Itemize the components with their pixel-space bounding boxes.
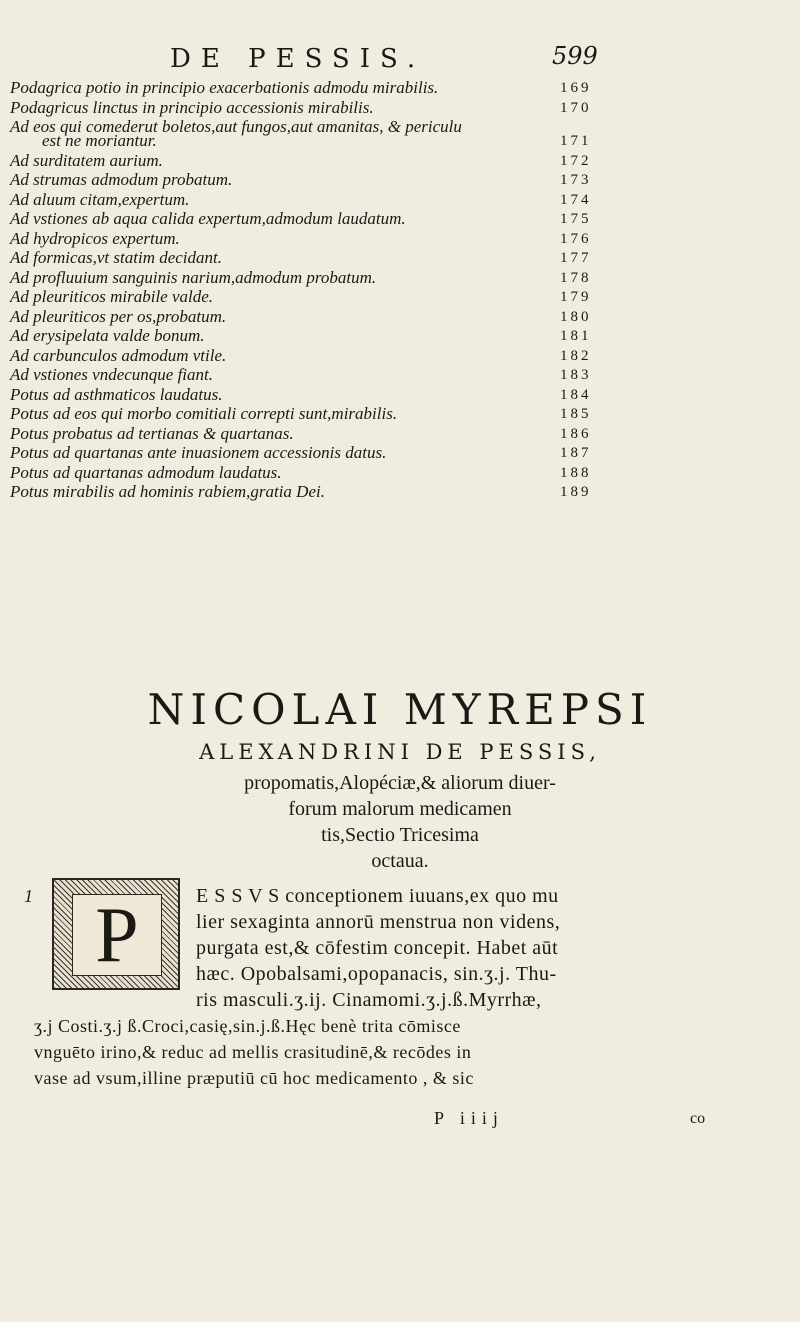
index-entry [0, 307, 800, 327]
subtitle-line: forum malorum medicamen [288, 798, 512, 820]
index-entry-text: Ad hydropicos expertum. [10, 228, 180, 248]
initial-frame [72, 891, 162, 978]
margin-note-number: 1 [24, 886, 33, 906]
index-entry-number: 174 [560, 191, 592, 208]
index-entry-text: Podagricus linctus in principio accessionis mirabilis. [10, 97, 374, 117]
index-entry-number: 183 [560, 367, 592, 383]
index-entry-text: Potus ad asthmaticos laudatus. [10, 384, 223, 404]
index-entry-text: Ad erysipelata valde bonum. [10, 326, 205, 345]
index-entry [0, 443, 800, 463]
index-entry [0, 98, 800, 118]
index-entry [0, 190, 800, 210]
body-line: ʒ.j Costi.ʒ.j ß.Croci,casię,sin.j.ß.Hęc benè trita cōmisce [34, 1016, 461, 1036]
index-entry-number: 185 [560, 406, 592, 422]
index-entry [0, 268, 800, 288]
index-entry-text: Podagrica potio in principio exacerbationis admodu mirabilis. [10, 78, 439, 97]
index-list [0, 78, 800, 502]
index-entry-text: Ad pleuriticos per os,probatum. [10, 306, 227, 326]
index-entry-text: Ad strumas admodum probatum. [10, 170, 233, 189]
index-entry [0, 117, 800, 136]
body-line: ris masculi.ʒ.ij. Cinamomi.ʒ.j.ß.Myrrhæ, [196, 989, 542, 1011]
index-entry-text: Ad profluuium sanguinis narium,admodum probatum. [10, 267, 377, 287]
subtitle-line: octaua. [371, 850, 429, 872]
body-line: E S S V S conceptionem iuuans,ex quo mu [196, 885, 559, 907]
body-line: vnguēto irino,& reduc ad mellis crasitudinē,& recōdes in [34, 1042, 472, 1062]
index-entry-text: Ad carbunculos admodum vtile. [10, 345, 227, 365]
section-subtitle: ALEXANDRINI DE PESSIS, [199, 740, 601, 764]
index-entry [0, 248, 800, 268]
index-entry [0, 78, 800, 98]
index-entry [0, 404, 800, 424]
section-title: NICOLAI MYREPSI [147, 685, 653, 734]
index-entry-text: Potus probatus ad tertianas & quartanas. [10, 423, 294, 443]
index-entry-number: 184 [560, 386, 592, 403]
index-entry-number: 188 [560, 464, 592, 481]
index-entry-number: 187 [560, 445, 592, 461]
index-entry-number: 180 [560, 308, 592, 325]
index-entry-text: Potus ad quartanas ante inuasionem accessionis datus. [10, 443, 387, 462]
catchword: co [690, 1110, 706, 1127]
decorated-initial [52, 878, 180, 990]
index-entry [0, 209, 800, 229]
page-number: 599 [552, 42, 598, 70]
index-entry [0, 170, 800, 190]
index-entry-number: 178 [560, 269, 592, 286]
index-entry-number: 171 [560, 133, 592, 149]
index-entry [0, 287, 800, 307]
index-entry [0, 365, 800, 385]
index-entry-number: 173 [560, 172, 592, 188]
index-entry-text: Potus ad quartanas admodum laudatus. [10, 462, 282, 482]
body-line: hæc. Opobalsami,opopanacis, sin.ʒ.j. Thu- [196, 963, 557, 985]
index-entry-text: Ad formicas,vt statim decidant. [10, 248, 223, 267]
index-entry-number: 176 [560, 230, 592, 247]
index-entry [0, 151, 800, 171]
index-entry-text: Ad aluum citam,expertum. [10, 189, 190, 209]
index-entry [0, 385, 800, 405]
index-entry [0, 346, 800, 366]
index-entry [0, 131, 800, 151]
index-entry [0, 424, 800, 444]
index-entry [0, 482, 800, 502]
index-entry-text: Ad vstiones vndecunque fiant. [10, 365, 214, 384]
index-entry-number: 170 [560, 99, 592, 116]
index-entry-text: Ad vstiones ab aqua calida expertum,admodum laudatum. [10, 209, 406, 228]
body-line: purgata est,& cōfestim concepit. Habet aūt [196, 937, 559, 959]
subtitle-line: tis,Sectio Tricesima [321, 824, 479, 846]
index-entry-number: 186 [560, 425, 592, 442]
index-entry-number: 189 [560, 484, 592, 500]
subtitle-line: propomatis,Alopéciæ,& aliorum diuer- [244, 772, 556, 794]
index-entry-number: 182 [560, 347, 592, 364]
index-entry-number: 169 [560, 80, 592, 96]
index-entry [0, 463, 800, 483]
initial-letter: P [95, 891, 139, 978]
body-line: lier sexaginta annorū menstrua non videns, [196, 911, 561, 933]
index-entry-number: 172 [560, 152, 592, 169]
index-entry-text: Ad surditatem aurium. [10, 150, 163, 170]
signature-mark: P iiij [434, 1108, 504, 1128]
index-entry-number: 179 [560, 289, 592, 305]
index-entry-text: est ne moriantur. [42, 131, 157, 150]
index-entry-number: 175 [560, 211, 592, 227]
index-entry [0, 229, 800, 249]
index-entry-number: 181 [560, 328, 592, 344]
running-head: DE PESSIS. [170, 44, 426, 74]
body-line: vase ad vsum,illine præputiū cū hoc medicamento , & sic [34, 1068, 474, 1088]
index-entry-text: Potus mirabilis ad hominis rabiem,gratia Dei. [10, 482, 325, 501]
index-entry-text: Potus ad eos qui morbo comitiali correpti sunt,mirabilis. [10, 404, 398, 423]
index-entry-text: Ad eos qui comederut boletos,aut fungos,aut amanitas, & periculu [10, 117, 462, 136]
index-entry-number: 177 [560, 250, 592, 266]
index-entry [0, 326, 800, 346]
index-entry-text: Ad pleuriticos mirabile valde. [10, 287, 214, 306]
